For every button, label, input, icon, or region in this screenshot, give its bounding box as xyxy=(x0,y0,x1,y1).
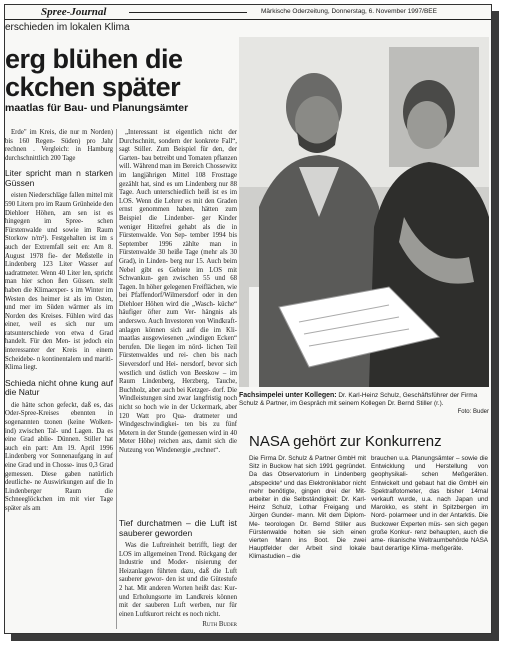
body-text: Erde" im Kreis, die nur m Norden) bis 160 Regen- Süden) pro Jahr rechnen . Vergleich: in Hamburg durchschnittlich 200 Tage xyxy=(5,129,113,162)
dateline: Märkische Oderzeitung, Donnerstag, 6. November 1997/BEE xyxy=(261,8,437,15)
sidebar-headline: NASA gehört zur Konkurrenz xyxy=(249,433,442,450)
body-text: eisten Niederschläge fallen mittel mit 590 Litern pro im Raum Grünheide den Diehloer Höhen, am sen ist es hingegen im Spree- schen Fürstenwalde und sowie im Raum Storkow n/m²). Festgehalten ist im s auch der Extremfall seit en: Am 8. August 1978 fie- der Meßstelle in Lindenberg 123 Liter Wasser auf uadratmeter. Wenn 40 Liter len, spricht man hier schon ßen Güssen. stellt haben die Klimaexper- s im Winter im Westen des heimer ist als im Osten, und mer im Süden wärmer als im Norden des Kreises. Fühlen wird das einer, weil es sich nur um ratsunterschiede von etwa d Grad handelt. Für den Men- ist jedoch ein interessanter der Kreis in einem Scheidebe- n kontinentalem und mariti- Klima liegt. xyxy=(5,192,113,372)
page-header xyxy=(5,5,491,20)
sidebar-column-2 xyxy=(371,455,488,629)
caption-lead: Fachsimpelei unter Kollegen: xyxy=(239,392,337,399)
article-headline xyxy=(5,45,237,101)
article-column-2-lower xyxy=(119,513,237,629)
subheading: Tief durchatmen – die Luft ist sauberer geworden xyxy=(119,518,237,538)
photo-caption xyxy=(239,392,489,416)
column-divider xyxy=(116,129,117,629)
news-photo xyxy=(239,37,489,387)
headline-line-1: erg blühen die xyxy=(5,44,183,74)
body-text: Was die Luftreinheit betrifft, liegt der LOS im allgemeinen Trend. Rückgang der Industrie und Moder- nisierung der Heizanlagen führten dazu, daß die Luft sauberer gewor- den ist und die Gütestufe 2 hat. Mit anderen Worten heißt das: Kur- und Erholungsorte im Landkreis können mit der sauberen Luft werben, nur für einen Luftkurort reicht es noch nicht. xyxy=(119,542,237,618)
body-text: die hätte schon gefeckt, daß es, das Oder-Spree-Kreises ebennten in sogenannten tzonen (keine Wolken- ind) zwischen Tal- und Lagen. Da es eine Grad ablie- Dünnen. Stiller hat auch ein part: Am 19. April 1996 Lindenberg vor Sonnenaufgang in auf eine Grad und in Chosse- inus 0,3 Grad gemessen. Diese gaben natürlich deutliche- ne Auswirkungen auf die In Lindenberger Raum die Schneeglöckchen im mit vier Tage später als am xyxy=(5,401,113,512)
byline: Ruth Buder xyxy=(202,621,237,629)
body-text: brauchen u.a. Planungsämter – sowie die Entwicklung und Herstellung von geophysikali- schen Meßgeräten. Entwickelt und gebaut hat die GmbH ein Spektralfotometer, das bisher 14mal verkauft wurde, u.a. nach Japan und Marokko, es steht in Spitzbergen im Nord- polarmeer und in der Antarktis. Die Buckower Experten müs- sen sich gegen große Konkur- renz behaupten, auch die ame- rikanische Weltraumbehörde NASA baut derartige Klima- meßgeräte. xyxy=(371,455,488,553)
subheading: Liter spricht man n starken Güssen xyxy=(5,168,113,188)
newspaper-page xyxy=(4,4,492,634)
photo-credit: Foto: Buder xyxy=(457,409,489,415)
body-text: „Interessant ist eigentlich nicht der Durchschnitt, sondern der konkrete Fall“, sagt Stiller. Zum Beispiel für den, der Garten- bau betreibt und Tomaten pflanzen will. Während man im Bereich Chossewitz im langjährigen Mittel 108 Frosttage gezählt hat, sind es um Lindenberg nur 88 Tage. Auch unterschiedlich heiß ist es im LOS. Wenn die Lehrer es mit den Graden ernst genommen haben, hätten zum Beispiel die Lindenber- ger Kinder weniger Hitzefrei gehabt als die in Fürstenwalde. Von Sep- tember 1994 bis September 1996 zählte man in Fürstenwalde 30 heiße Tage (mehr als 30 Grad), in Linden- berg nur 15. Auch beim Nebel gibt es Gebiete im LOS mit Schwankun- gen zwischen 55 und 68 Tagen. In höher gelegenen Freiflächen, wie bei Pfaffendorf/Wilmersdorf oder in den Diehloer Höhen wird die „Wasch- küche“ häufiger öfter zum Ver- hängnis als anderswo. Auch Investoren von Windkraft- anlagen können sich auf die im Kli- maatlas ausgewiesenen „windigen Ecken“ berufen. Die liegen im nörd- lichen Teil Fürstenwaldes und rei- chen bis nach Sieversdorf und Hei- nersdorf, bevor sich westlich und östlich von Beeskow – im Raum Lindenberg, Herzberg, Tauche, Buchholz, aber auch bei Ketzger- dorf. Die Windleistungen sind zwar langfristig noch nicht so hoch wie in der Uckermark, aber 120 Watt pro Qua- dratmeter und Windgeschwindigkei- ten bis zu fünf Metern in der Stunde (gemessen wird in 40 Meter Höhe) reichen aus, damit sich die Nutzung von Windenergie „rechnet“. xyxy=(119,129,237,454)
article-column-2 xyxy=(119,129,237,495)
caption-text: Dr. Karl-Heinz Schulz, Geschäftsführer der Firma Schulz & Partner, im Gespräch mit seinem Kollegen Dr. Bernd Stiller (r.). xyxy=(239,392,478,407)
section-title: Spree-Journal xyxy=(41,6,107,18)
article-column-1 xyxy=(5,129,113,629)
body-text: Die Firma Dr. Schulz & Partner GmbH mit Sitz in Buckow hat sich 1991 gegründet. Da das Observatorium in Lindenberg „abspeckte“ und das Elektroniklabor nicht mehr benötigte, gingen drei der Mit- arbeiter in die Selbständigkeit: Dr. Karl-Heinz Schulz, Lothar Freigang und Jürgen Gunder- mann. Mit dem Diplom-Me- teorologen Dr. Bernd Stiller aus Fürstenwalde holten sie sich einen vierten Mann ins Boot. Die zwei Hauptfelder der Arbeit sind lokale Klimastudien – die xyxy=(249,455,366,561)
article-deck: maatlas für Bau- und Planungsämter xyxy=(5,102,189,114)
sidebar-column-1 xyxy=(249,455,366,629)
photo-illustration xyxy=(239,37,489,387)
article-kicker: erschieden im lokalen Klima xyxy=(5,22,130,33)
headline-line-2: ckchen später xyxy=(5,72,181,102)
header-rule xyxy=(129,12,247,13)
subheading: Schieda nicht ohne kung auf die Natur xyxy=(5,377,113,398)
